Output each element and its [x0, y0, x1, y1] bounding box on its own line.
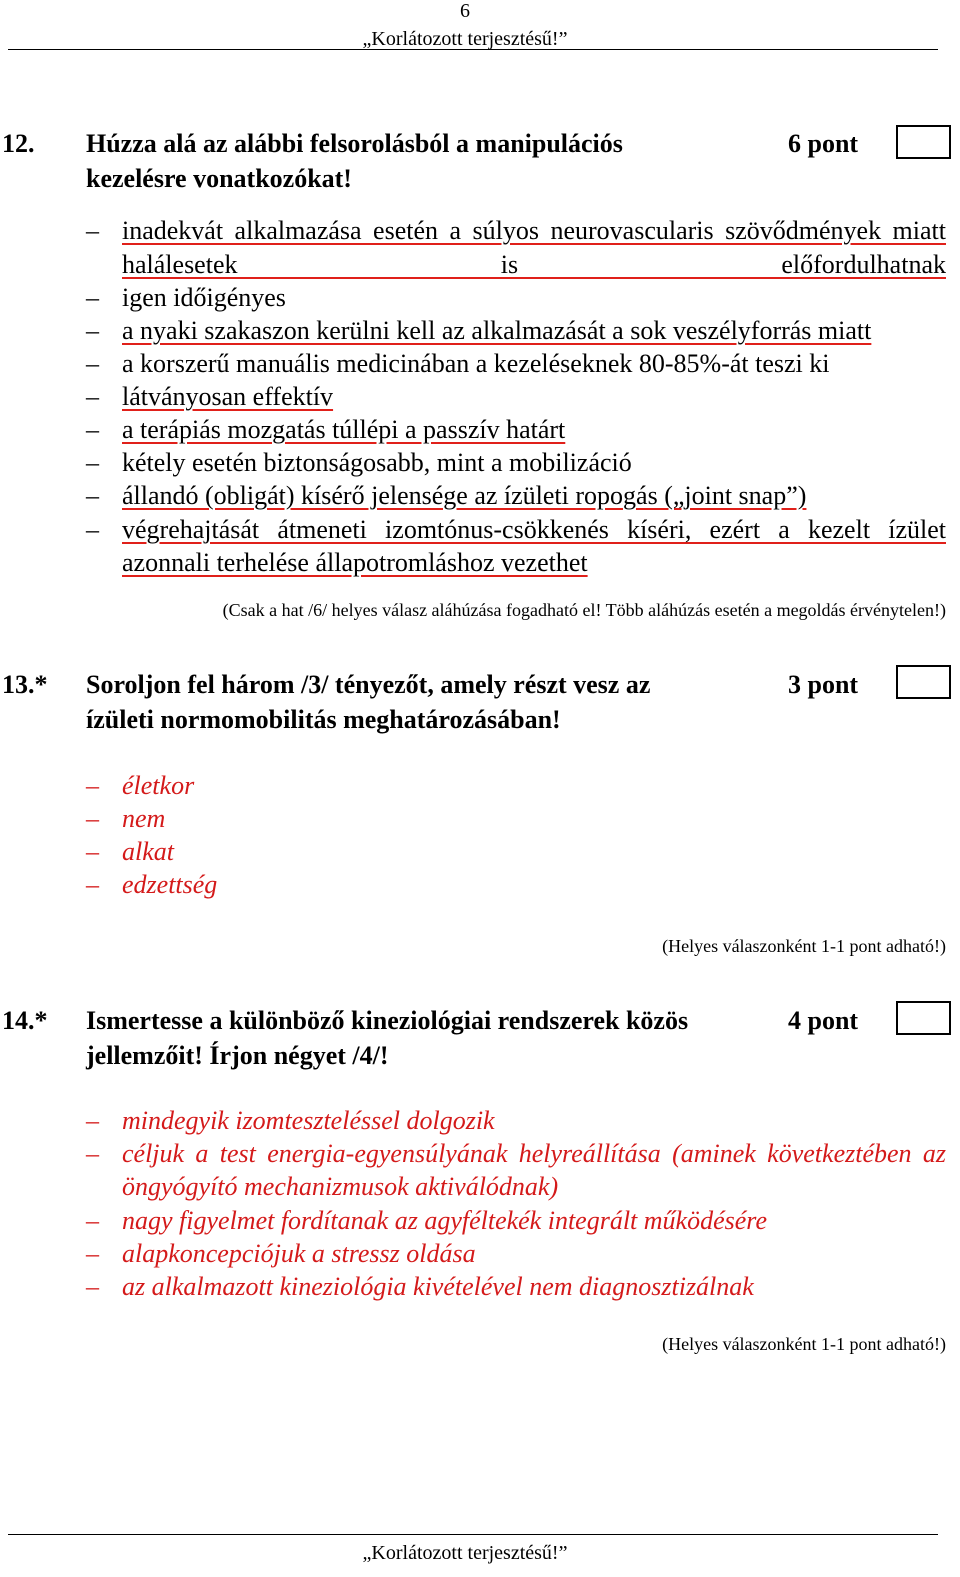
question-number: 14.* — [2, 1006, 48, 1035]
answer-text: életkor — [122, 771, 195, 800]
list-marker: – — [86, 349, 99, 378]
list-marker: – — [86, 1139, 99, 1168]
list-marker: – — [86, 515, 99, 544]
answer-item — [86, 1237, 946, 1270]
question-number: 12. — [2, 129, 35, 158]
answer-text: alapkoncepciójuk a stressz oldása — [122, 1239, 476, 1268]
answer-text: nagy figyelmet fordítanak az agyféltekék integrált működésére — [122, 1206, 767, 1235]
score-box[interactable] — [896, 1001, 951, 1035]
question-title — [86, 126, 766, 196]
question-number: 13.* — [2, 670, 48, 699]
answer-item — [86, 1204, 946, 1237]
answer-item — [86, 769, 946, 802]
list-marker: – — [86, 415, 99, 444]
score-box[interactable] — [896, 125, 951, 159]
question-title-line: kezelésre vonatkozókat! — [86, 164, 352, 193]
list-marker: – — [86, 1206, 99, 1235]
item-text: állandó (obligát) kísérő jelensége az ízületi ropogás („joint snap”) — [122, 481, 807, 510]
list-item — [86, 513, 946, 579]
footer-rule — [8, 1534, 938, 1535]
question-title-line: Soroljon fel három /3/ tényezőt, amely részt vesz az — [86, 670, 651, 699]
question-title-line: jellemzőit! Írjon négyet /4/! — [86, 1041, 389, 1070]
question-title-line: ízületi normomobilitás meghatározásában! — [86, 705, 561, 734]
item-text: kétely esetén biztonságosabb, mint a mobilizáció — [122, 448, 632, 477]
scoring-note: (Helyes válaszonként 1-1 pont adható!) — [662, 1334, 946, 1354]
header-notice: „Korlátozott terjesztésű!” — [362, 28, 568, 50]
list-marker: – — [86, 216, 99, 245]
list-marker: – — [86, 1239, 99, 1268]
question-title — [86, 667, 766, 737]
answer-text: alkat — [122, 837, 174, 866]
question-points: 3 pont — [788, 670, 859, 699]
question-title-line: Húzza alá az alábbi felsorolásból a manipulációs — [86, 129, 623, 158]
answer-text: edzettség — [122, 870, 218, 899]
item-text: látványosan effektív — [122, 382, 334, 411]
list-marker: – — [86, 481, 99, 510]
answer-item — [86, 1137, 946, 1203]
list-marker: – — [86, 382, 99, 411]
answer-text: nem — [122, 804, 166, 833]
question-points: 6 pont — [788, 129, 859, 158]
list-marker: – — [86, 1272, 99, 1301]
question-title-line: Ismertesse a különböző kineziológiai rendszerek közös — [86, 1006, 689, 1035]
answer-item — [86, 1270, 946, 1303]
answer-item — [86, 835, 946, 868]
list-marker: – — [86, 283, 99, 312]
list-marker: – — [86, 1106, 99, 1135]
header-rule — [8, 49, 938, 50]
item-text: végrehajtását átmeneti izomtónus-csökkenés kíséri, ezért a kezelt ízület azonnali terhelése állapotromláshoz vezethet — [122, 515, 946, 577]
item-text: a korszerű manuális medicinában a kezeléseknek 80-85%-át teszi ki — [122, 349, 830, 378]
answer-item — [86, 802, 946, 835]
question-points: 4 pont — [788, 1006, 859, 1035]
list-item — [86, 380, 946, 413]
list-item — [86, 413, 946, 446]
footer-notice: „Korlátozott terjesztésű!” — [362, 1542, 568, 1564]
page-number: 6 — [460, 0, 470, 22]
list-item — [86, 479, 946, 512]
list-marker: – — [86, 316, 99, 345]
answer-text: mindegyik izomteszteléssel dolgozik — [122, 1106, 495, 1135]
list-marker: – — [86, 448, 99, 477]
item-text: igen időigényes — [122, 283, 286, 312]
list-marker: – — [86, 870, 99, 899]
answer-text: az alkalmazott kineziológia kivételével nem diagnosztizálnak — [122, 1272, 754, 1301]
list-item — [86, 446, 946, 479]
list-marker: – — [86, 837, 99, 866]
item-text: a terápiás mozgatás túllépi a passzív határt — [122, 415, 566, 444]
scoring-note: (Csak a hat /6/ helyes válasz aláhúzása fogadható el! Több aláhúzás esetén a megoldás érvénytelen!) — [222, 600, 946, 620]
list-item — [86, 214, 946, 282]
list-marker: – — [86, 804, 99, 833]
list-item — [86, 281, 946, 314]
list-item — [86, 347, 946, 380]
list-marker: – — [86, 771, 99, 800]
answer-text: céljuk a test energia-egyensúlyának helyreállítása (aminek következtében az öngyógyító mechanizmusok aktiválódnak) — [122, 1139, 946, 1201]
question-title — [86, 1003, 766, 1073]
item-text: a nyaki szakaszon kerülni kell az alkalmazását a sok veszélyforrás miatt — [122, 316, 872, 345]
score-box[interactable] — [896, 665, 951, 699]
item-text: inadekvát alkalmazása esetén a súlyos neurovascularis szövődmények miatt halálesetek is előfordulhatnak — [122, 216, 946, 279]
answer-item — [86, 1104, 946, 1137]
answer-item — [86, 868, 946, 901]
scoring-note: (Helyes válaszonként 1-1 pont adható!) — [662, 936, 946, 956]
list-item — [86, 314, 946, 347]
